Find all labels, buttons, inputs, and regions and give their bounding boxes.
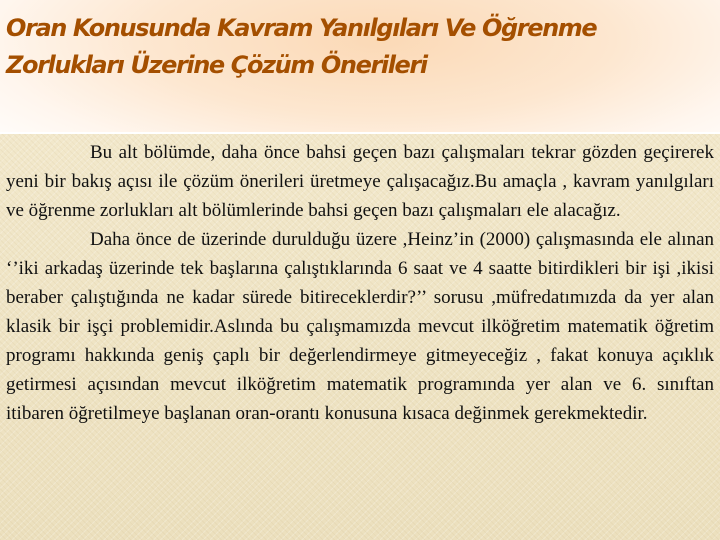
slide-title: Oran Konusunda Kavram Yanılgıları Ve Öğrenme Zorlukları Üzerine Çözüm Önerileri bbox=[6, 14, 597, 79]
paragraph-2: Daha önce de üzerinde durulduğu üzere ,Heinz’in (2000) çalışmasında ele alınan ‘’iki arkadaş üzerinde tek başlarına çalıştıklarında 6 saat ve 4 saatte bitirdikleri bir işi ,ikisi beraber çalıştığında ne kadar sürede bitireceklerdir?’’ sorusu ,müfredatımızda da yer alan klasik bir işçi problemidir.Aslında bu çalışmamızda mevcut ilköğretim matematik öğretim programı hakkında geniş çaplı bir değerlendirmeye gitmeyeceğiz , fakat konuya açıklık getirmesi açısından mevcut ilköğretim matematik programında yer alan ve 6. sınıftan itibaren öğretilmeye başlanan oran-orantı konusuna kısaca değinmek gerekmektedir. bbox=[6, 229, 714, 424]
body-text bbox=[6, 138, 714, 428]
content-area bbox=[0, 134, 720, 540]
paragraph-1: Bu alt bölümde, daha önce bahsi geçen bazı çalışmaları tekrar gözden geçirerek yeni bir bakış açısı ile çözüm önerileri üretmeye çalışacağız.Bu amaçla , kavram yanılgıları ve öğrenme zorlukları alt bölümlerinde bahsi geçen bazı çalışmaları ele alacağız. bbox=[6, 142, 714, 221]
title-band bbox=[0, 0, 720, 132]
